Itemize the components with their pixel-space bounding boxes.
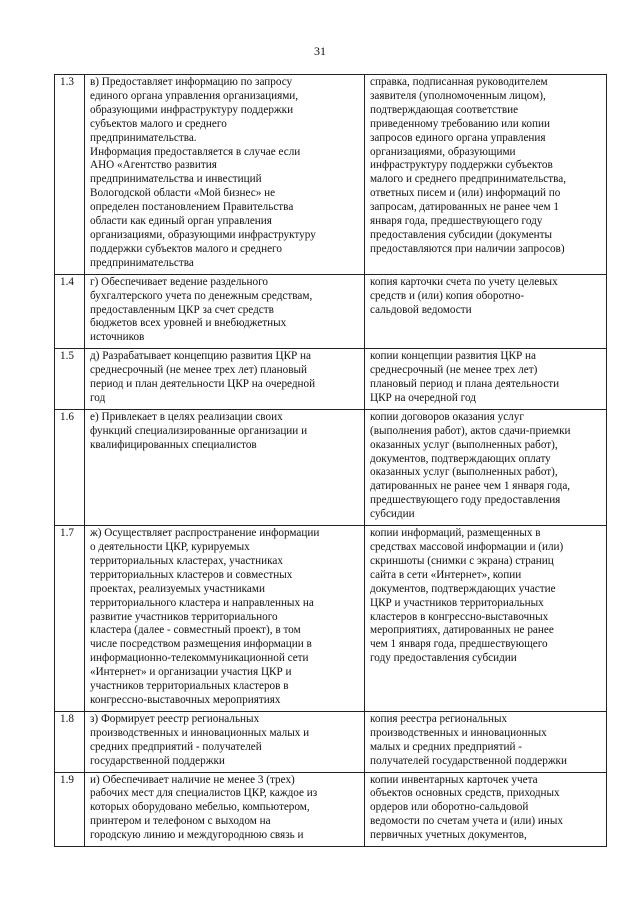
row-number: 1.8: [55, 711, 85, 772]
row-number: 1.6: [55, 409, 85, 525]
supporting-documents: копии концепции развития ЦКР на среднесрочный (не менее трех лет) плановый период и плана деятельности ЦКР на очередной год: [365, 349, 607, 410]
table-row: [55, 274, 607, 349]
row-number: 1.5: [55, 349, 85, 410]
row-number: 1.3: [55, 75, 85, 275]
table-row: [55, 772, 607, 847]
supporting-documents: копии инвентарных карточек учета объектов основных средств, приходных ордеров или оборотно-сальдовой ведомости по счетам учета и (или) иных первичных учетных документов,: [365, 772, 607, 847]
supporting-documents: копии информаций, размещенных в средствах массовой информации и (или) скриншоты (снимки с экрана) страниц сайта в сети «Интернет», копии документов, подтверждающих участие ЦКР и участников территориальных кластеров в конгрессно-выставочных мероприятиях, датированных не ранее чем 1 января года, предшествующего году предоставления субсидии: [365, 526, 607, 712]
supporting-documents: справка, подписанная руководителем заявителя (уполномоченным лицом), подтверждающая соответствие приведенному требованию или копии запросов единого органа управления организациями, образующими инфраструктуру поддержки субъектов малого и среднего предпринимательства, ответных писем и (или) информаций по запросам, датированных не ранее чем 1 января года, предшествующего году предоставления субсидии (документы предоставляются при наличии запросов): [365, 75, 607, 275]
page-number: 31: [314, 44, 326, 58]
requirement-text: в) Предоставляет информацию по запросу единого органа управления организациями, образующими инфраструктуру поддержки субъектов малого и среднего предпринимательства. Информация предоставляется в случае если АНО «Агентство развития предпринимательства и инвестиций Вологодской области «Мой бизнес» не определен постановлением Правительства области как единый орган управления организациями, образующими инфраструктуру поддержки субъектов малого и среднего предпринимательства: [85, 75, 365, 275]
requirement-text: и) Обеспечивает наличие не менее 3 (трех) рабочих мест для специалистов ЦКР, каждое из которых оборудовано мебелью, компьютером, принтером и телефоном с выходом на городскую линию и междугороднюю связь и: [85, 772, 365, 847]
supporting-documents: копии договоров оказания услуг (выполнения работ), актов сдачи-приемки оказанных услуг (выполненных работ), документов, подтверждающих оплату оказанных услуг (выполненных работ), датированных не ранее чем 1 января года, предшествующего году предоставления субсидии: [365, 409, 607, 525]
supporting-documents: копия реестра региональных производственных и инновационных малых и средних предприятий - получателей государственной поддержки: [365, 711, 607, 772]
table-row: [55, 526, 607, 712]
requirement-text: г) Обеспечивает ведение раздельного бухгалтерского учета по денежным средствам, предоставленным ЦКР за счет средств бюджетов всех уровней и внебюджетных источников: [85, 274, 365, 349]
row-number: 1.9: [55, 772, 85, 847]
table-row: [55, 75, 607, 275]
table-row: [55, 409, 607, 525]
requirement-text: д) Разрабатывает концепцию развития ЦКР на среднесрочный (не менее трех лет) плановый период и план деятельности ЦКР на очередной год: [85, 349, 365, 410]
table-row: [55, 711, 607, 772]
row-number: 1.7: [55, 526, 85, 712]
requirement-text: ж) Осуществляет распространение информации о деятельности ЦКР, курируемых территориальных кластерах, участниках территориальных кластеров и совместных проектах, реализуемых участниками территориального кластера и направленных на развитие участников территориального кластера (далее - совместный проект), в том числе посредством размещения информации в информационно-телекоммуникационной сети «Интернет» и организации участия ЦКР и участников территориальных кластеров в конгрессно-выставочных мероприятиях: [85, 526, 365, 712]
requirement-text: е) Привлекает в целях реализации своих функций специализированные организации и квалифицированных специалистов: [85, 409, 365, 525]
requirements-table: [54, 74, 607, 847]
supporting-documents: копия карточки счета по учету целевых средств и (или) копия оборотно- сальдовой ведомости: [365, 274, 607, 349]
table-row: [55, 349, 607, 410]
row-number: 1.4: [55, 274, 85, 349]
requirement-text: з) Формирует реестр региональных производственных и инновационных малых и средних предприятий - получателей государственной поддержки: [85, 711, 365, 772]
